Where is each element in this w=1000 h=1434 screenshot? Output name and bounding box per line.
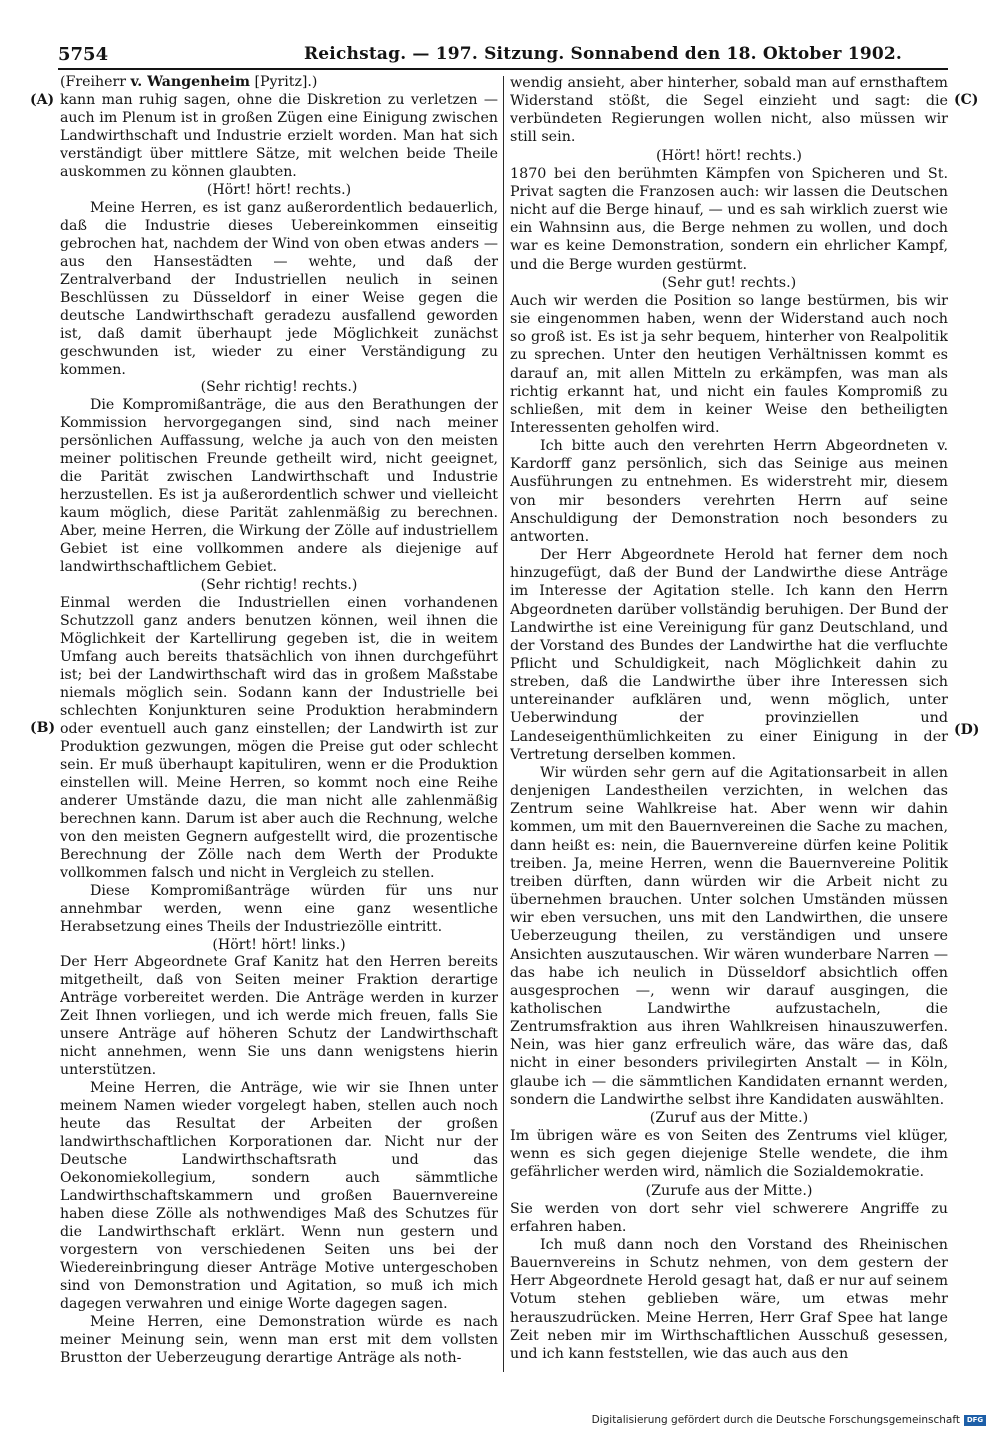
right-column-paragraph: wendig ansieht, aber hinterher, sobald man auf ernsthaftem Widerstand stößt, die Segel einzieht und sagt: die verbündeten Regierungen wollen nicht, also müssen wir still sein. (510, 75, 948, 146)
page-number: 5754 (58, 44, 109, 65)
left-column-interjection: (Sehr richtig! rechts.) (200, 379, 358, 396)
left-column (60, 74, 498, 1372)
running-head: Reichstag. — 197. Sitzung. Sonnabend den 18. Oktober 1902. (303, 44, 903, 64)
margin-marker-b: (B) (30, 720, 56, 736)
speaker-name: v. Wangenheim (130, 74, 250, 90)
left-column-paragraph: kann man ruhig sagen, ohne die Diskretion zu verletzen — auch im Plenum ist in großen Zügen eine Einigung zwischen Landwirthschaft und Industrie erzielt worden. Man hat sich verständigt über mittlere Sätze, mit welchen beide Theile auskommen zu können glaubten. (60, 91, 498, 180)
left-column-paragraph: Diese Kompromißanträge würden für uns nur annehmbar werden, wenn eine ganz wesentliche Herabsetzung eines Theils der Industriezölle eintritt. (60, 882, 498, 935)
right-column-interjection: (Zuruf aus der Mitte.) (649, 1109, 809, 1126)
footer (592, 1412, 986, 1428)
right-column-interjection: (Hört! hört! rechts.) (656, 147, 802, 164)
right-column-paragraph: Sie werden von dort sehr viel schwerere Angriffe zu erfahren haben. (510, 1200, 948, 1235)
left-column-paragraph: Einmal werden die Industriellen einen vorhandenen Schutzzoll ganz anders benutzen können, weil ihnen die Möglichkeit der Kartellirung gegeben ist, die in weitem Umfang auch bereits thatsächlich von ihnen durchgeführt ist; bei der Landwirthschaft wird das in großem Maßstabe niemals möglich sein. Sodann kann der Industrielle bei schlechten Konjunkturen seine Produktion herabmindern oder eventuell auch ganz einstellen; der Landwirth ist zur Produktion gezwungen, mögen die Preise gut oder schlecht sein. Er muß überhaupt kapituliren, wenn er die Produktion einstellen will. Meine Herren, so kommt noch eine Reihe anderer Umstände dazu, die man nicht alle zahlenmäßig berechnen kann. Darum ist aber auch die Rechnung, welche von den meisten Gegnern aufgestellt wird, die prozentische Berechnung der Zölle nach dem Werth der Produkte vollkommen falsch und nicht in Vergleich zu stellen. (60, 595, 498, 881)
left-column-interjection: (Hört! hört! links.) (212, 936, 346, 953)
column-divider (503, 76, 504, 1372)
right-column-paragraph: Der Herr Abgeordnete Herold hat ferner dem noch hinzugefügt, daß der Bund der Landwirthe diese Anträge im Interesse der Agitation stelle. Ich kann den Herrn Abgeordneten darüber vollständig beruhigen. Der Bund der Landwirthe ist eine Vereinigung für ganz Deutschland, und der Vorstand des Bundes der Landwirthe hat die verfluchte Pflicht und Schuldigkeit, nach Möglichkeit dahin zu streben, daß die Landwirthe über ihre Interessen sich untereinander aufklären und, wenn möglich, unter Ueberwindung der provinziellen und Landeseigenthümlichkeiten zu einer Einigung in der Vertretung derselben kommen. (510, 547, 948, 763)
footer-text: Digitalisierung gefördert durch die Deutsche Forschungsgemeinschaft (591, 1414, 960, 1426)
right-column-paragraph: Im übrigen wäre es von Seiten des Zentrums viel klüger, wenn es sich gegen diejenige Stelle wendete, die ihm gefährlicher werden wird, nämlich die Sozialdemokratie. (510, 1128, 948, 1181)
left-column-paragraph: Die Kompromißanträge, die aus den Berathungen der Kommission hervorgegangen sind, sind nach meiner persönlichen Auffassung, welche ja auch von den meisten meiner politischen Freunde getheilt wird, nicht geeignet, die Parität zwischen Landwirthschaft und Industrie herzustellen. Es ist ja außerordentlich schwer und vielleicht kaum möglich, diese Parität zahlenmäßig zu berechnen. Aber, meine Herren, die Wirkung der Zölle auf industriellem Gebiet ist eine vollkommen andere als diejenige auf landwirthschaftlichem Gebiet. (60, 397, 498, 576)
margin-marker-c: (C) (954, 92, 979, 108)
left-column-interjection: (Sehr richtig! rechts.) (200, 577, 358, 594)
right-column-interjection: (Sehr gut! rechts.) (661, 274, 797, 291)
left-column-paragraph: Meine Herren, die Anträge, wie wir sie Ihnen unter meinem Namen wieder vorgelegt haben, stellen auch noch heute das Resultat der Arbeiten der großen landwirthschaftlichen Korporationen dar. Nicht nur der Deutsche Landwirthschaftsrath und das Oekonomiekollegium, sondern auch sämmtliche Landwirthschaftskammern und großen Bauernvereine haben diese Zölle als nothwendiges Maß des Schutzes für die Landwirthschaft erklärt. Wenn nun gestern und vorgestern von verschiedenen Seiten uns bei der Wiedereinbringung dieser Anträge Motive untergeschoben sind von Demonstration und Agitation, so muß ich mich dagegen verwahren und einige Worte dagegen sagen. (60, 1080, 498, 1312)
right-column-paragraph: Ich muß dann noch den Vorstand des Rheinischen Bauernvereins in Schutz nehmen, von dem gestern der Herr Abgeordnete Herold gesagt hat, daß er nur auf seinem Votum stehen geblieben wäre, um etwas mehr herauszudrücken. Meine Herren, Herr Graf Spee hat lange Zeit neben mir im Wirthschaftlichen Ausschuß gesessen, und ich kann feststellen, wie das auch aus den (510, 1237, 948, 1362)
right-column-paragraph: Wir würden sehr gern auf die Agitationsarbeit in allen denjenigen Landestheilen verzichten, in welchen das Zentrum seine Wahlkreise hat. Aber wenn wir dahin kommen, um mit den Bauernvereinen die Sache zu machen, dann heißt es: nein, die Bauernvereine dürfen keine Politik treiben. Ja, meine Herren, wenn die Bauernvereine Politik treiben dürften, dann würden wir die Arbeit nicht zu übernehmen brauchen. Unter solchen Umständen müssen wir eben versuchen, uns mit den Landwirthen, die unsere Ueberzeugung theilen, zu verständigen und unsere Ansichten auszutauschen. Wir wären wunderbare Narren — das habe ich neulich in Düsseldorf absichtlich offen ausgesprochen —, wenn wir darauf ausgingen, die katholischen Landwirthe aufzustacheln, die Zentrumsfraktion aus ihren Wahlkreisen hinauszuwerfen. Nein, was hier ganz erfreulich wäre, das wäre das, daß nicht in einer besonders privilegirten Anstalt — in Köln, glaube ich — die sämmtlichen Kandidaten ernannt werden, sondern die Landwirthe selbst ihre Kandidaten auswählten. (510, 764, 948, 1108)
right-column-paragraph: Ich bitte auch den verehrten Herrn Abgeordneten v. Kardorff ganz persönlich, sich das Seinige aus meinen Ausführungen zu entnehmen. Es widerstreht mir, diesem von mir besonders verehrten Herrn auf seine Anschuldigung der Demonstration noch besonders zu antworten. (510, 438, 948, 545)
right-column-paragraph: 1870 bei den berühmten Kämpfen von Spicheren und St. Privat sagten die Franzosen auch: wir lassen die Deutschen nicht auf die Berge hinauf, — und es sah wirklich zuerst wie ein Wahnsinn aus, die Berge nehmen zu wollen, und doch war es keine Demonstration, sondern ein ehrlicher Kampf, und die Berge wurden gestürmt. (510, 165, 948, 273)
left-column-paragraph: Meine Herren, es ist ganz außerordentlich bedauerlich, daß die Industrie dieses Uebereinkommen einseitig gebrochen hat, nachdem der Wind von oben etwas anders — aus den Hansestädten — wehte, und daß der Zentralverband der Industriellen neulich in seinen Beschlüssen zu Düsseldorf in einer Weise gegen die deutsche Landwirthschaft geradezu ausfallend geworden ist, daß damit überhaupt jede Möglichkeit zunächst geschwunden ist, wieder zu einer Verständigung zu kommen. (60, 199, 498, 378)
margin-marker-d: (D) (954, 722, 980, 738)
left-column-paragraph: Der Herr Abgeordnete Graf Kanitz hat den Herren bereits mitgetheilt, daß von Seiten meiner Fraktion derartige Anträge vorbereitet werden. Die Anträge werden in kurzer Zeit Ihnen vorliegen, und ich werde mich freuen, falls Sie unsere Anträge auf höheren Schutz der Landwirthschaft nicht annehmen, wenn Sie uns dann wenigstens hierin unterstützen. (60, 954, 498, 1079)
page-header (58, 44, 948, 70)
left-column-interjection: (Hört! hört! rechts.) (206, 181, 352, 198)
right-column-paragraph: Auch wir werden die Position so lange bestürmen, bis wir sie eingenommen haben, wenn der Widerstand auch noch so groß ist. Es ist ja sehr bequem, hinterher von Realpolitik zu sprechen. Unter den heutigen Verhältnissen kommt es darauf an, mit allen Mitteln zu erkämpfen, was man als richtig erkannt hat, und nicht ein faules Kompromiß zu schließen, mit dem in keiner Weise den betheiligten Interessenten geholfen wird. (510, 292, 948, 436)
speaker-attribution: (Freiherr v. Wangenheim [Pyritz].) (60, 74, 318, 90)
dfg-logo-icon: DFG (964, 1415, 986, 1426)
left-column-paragraph: Meine Herren, eine Demonstration würde es nach meiner Meinung sein, wenn man erst mit dem vollsten Brustton der Ueberzeugung derartige Anträge als noth- (60, 1313, 498, 1366)
right-column-interjection: (Zurufe aus der Mitte.) (645, 1182, 813, 1199)
right-column (510, 74, 948, 1372)
margin-marker-a: (A) (30, 92, 55, 108)
